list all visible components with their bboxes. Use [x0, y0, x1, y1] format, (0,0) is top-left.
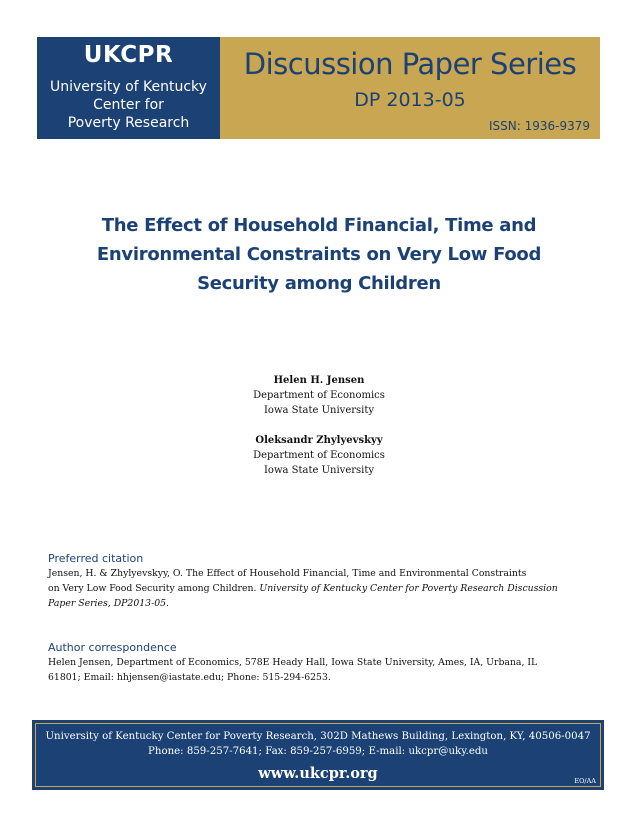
author-correspondence [48, 641, 593, 685]
citation-line [48, 596, 593, 611]
title-line: The Effect of Household Financial, Time and [101, 215, 537, 236]
footer-banner [32, 720, 604, 790]
paper-number: DP 2013-05 [354, 89, 466, 111]
citation-label: Preferred citation [48, 552, 144, 565]
author-department: Department of Economics [253, 450, 385, 461]
footer-contact-line: Phone: 859-257-7641; Fax: 859-257-6959; E-mail: ukcpr@uky.edu [148, 746, 488, 757]
citation-line [48, 581, 593, 596]
series-box [220, 37, 600, 139]
citation-source: University of Kentucky Center for Poverty Research Discussion [259, 583, 558, 594]
author-name: Helen H. Jensen [273, 375, 365, 386]
correspondence-label: Author correspondence [48, 641, 177, 654]
author-list [0, 373, 638, 478]
author-affiliation: Iowa State University [263, 465, 375, 476]
series-title: Discussion Paper Series [243, 47, 577, 81]
author-block [0, 373, 638, 418]
org-name-line: University of Kentucky [50, 79, 207, 95]
org-full-name [37, 78, 220, 132]
issn: ISSN: 1936-9379 [488, 119, 590, 133]
citation-text: on Very Low Food Security among Children. [48, 583, 260, 594]
org-logo-box [37, 37, 220, 139]
eo-aa-notice: EO/AA [574, 777, 596, 785]
correspondence-line: 61801; Email: hhjensen@iastate.edu; Phone: 515-294-6253. [48, 672, 331, 683]
website-link[interactable]: www.ukcpr.org [258, 765, 378, 782]
citation-source: Paper Series, DP2013-05. [48, 598, 170, 609]
header-banner [37, 37, 600, 139]
title-line: Security among Children [197, 273, 441, 294]
org-name-line: Center for [93, 97, 164, 113]
footer-address-line: University of Kentucky Center for Poverty Research, 302D Mathews Building, Lexington, KY, 40506-0047 [45, 731, 591, 742]
org-name-line: Poverty Research [67, 115, 190, 131]
preferred-citation [48, 552, 593, 611]
citation-line: Jensen, H. & Zhylyevskyy, O. The Effect of Household Financial, Time and Environmental Constraints [48, 568, 527, 579]
author-block [0, 433, 638, 478]
footer-address [32, 729, 604, 759]
paper-title [60, 211, 578, 298]
author-department: Department of Economics [253, 390, 385, 401]
author-affiliation: Iowa State University [263, 405, 375, 416]
org-acronym: UKCPR [83, 42, 174, 68]
correspondence-line: Helen Jensen, Department of Economics, 578E Heady Hall, Iowa State University, Ames, IA, Urbana, IL [48, 657, 538, 668]
author-name: Oleksandr Zhylyevskyy [255, 435, 383, 446]
title-line: Environmental Constraints on Very Low Food [96, 244, 542, 265]
